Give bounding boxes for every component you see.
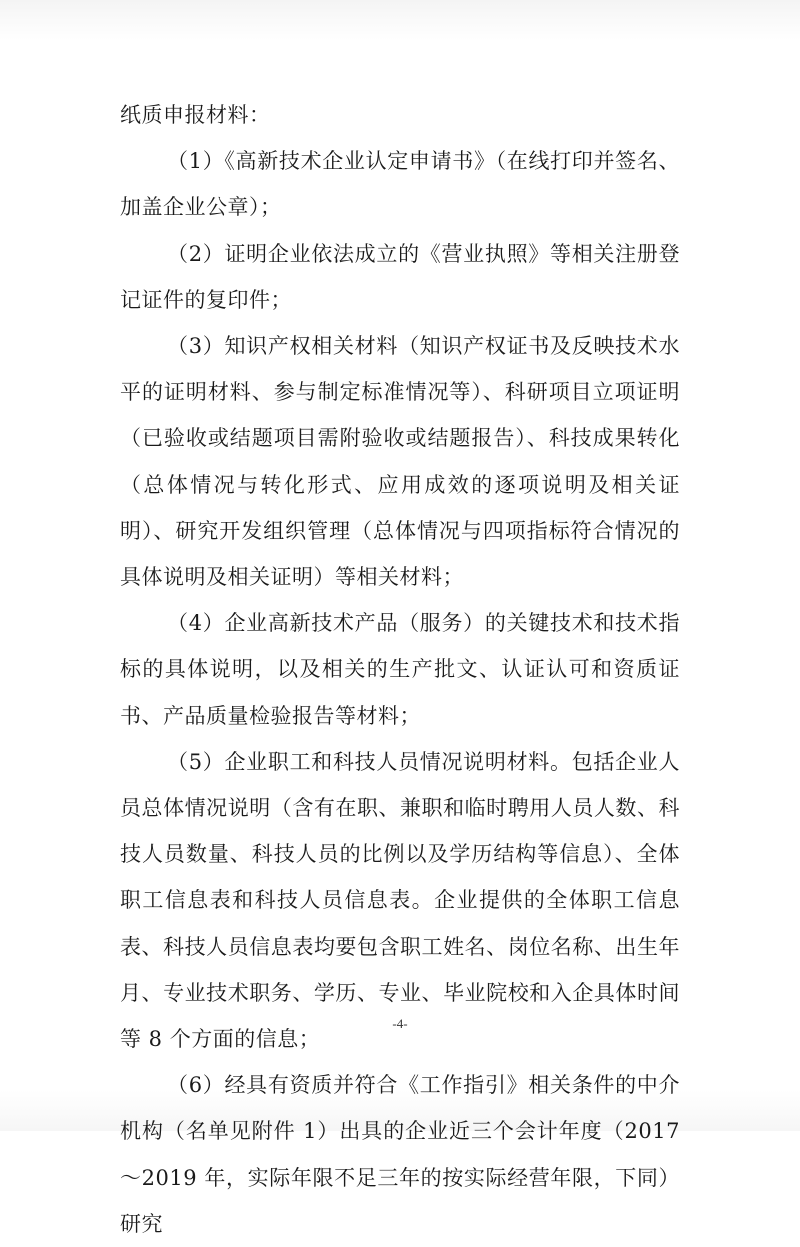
- paragraph-heading: 纸质申报材料：: [120, 103, 271, 127]
- paragraph-item-1: （1）《高新技术企业认定申请书》（在线打印并签名、加盖企业公章）；: [120, 149, 680, 220]
- paragraph-item-2: （2）证明企业依法成立的《营业执照》等相关注册登记证件的复印件；: [120, 241, 680, 312]
- paragraph-item-3: （3）知识产权相关材料（知识产权证书及反映技术水平的证明材料、参与制定标准情况等）、科研项目立项证明（已验收或结题项目需附验收或结题报告）、科技成果转化（总体情况与转化形式、应用成效的逐项说明及相关证明）、研究开发组织管理（总体情况与四项指标符合情况的具体说明及相关证明）等相关材料；: [120, 334, 680, 590]
- document-body: [120, 92, 680, 1247]
- paragraph-item-6: （6）经具有资质并符合《工作指引》相关条件的中介机构（名单见附件 1）出具的企业近三个会计年度（2017～2019 年，实际年限不足三年的按实际经营年限，下同）研究: [120, 1073, 680, 1236]
- paragraph-item-4: （4）企业高新技术产品（服务）的关键技术和技术指标的具体说明，以及相关的生产批文、认证认可和资质证书、产品质量检验报告等材料；: [120, 611, 680, 728]
- paragraph-item-5: （5）企业职工和科技人员情况说明材料。包括企业人员总体情况说明（含有在职、兼职和临时聘用人员人数、科技人员数量、科技人员的比例以及学历结构等信息）、全体职工信息表和科技人员信息表。企业提供的全体职工信息表、科技人员信息表均要包含职工姓名、岗位名称、出生年月、专业技术职务、学历、专业、毕业院校和入企具体时间等 8 个方面的信息；: [120, 749, 680, 1052]
- page-number: -4-: [392, 1016, 408, 1031]
